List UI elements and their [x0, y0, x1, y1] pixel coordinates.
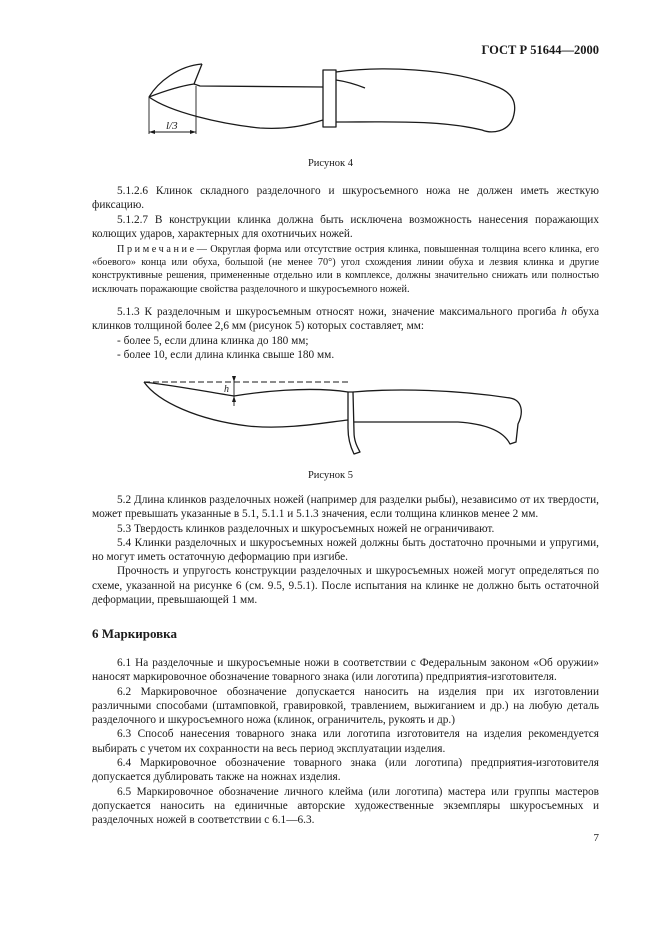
list-item: - более 10, если длина клинка свыше 180 мм. [117, 348, 335, 361]
paragraph-5-1-3-start: 5.1.3 К разделочным и шкуросъемным относят ножи, значение максимального прогиба [117, 306, 562, 318]
list-item: - более 5, если длина клинка до 180 мм; [117, 334, 309, 347]
text-block-5-1-3 [92, 305, 599, 362]
section-6-heading: 6 Маркировка [92, 626, 177, 641]
figure-5-caption: Рисунок 5 [307, 470, 354, 481]
standard-header: ГОСТ Р 51644—2000 [481, 43, 599, 57]
paragraph-6-1: 6.1 На разделочные и шкуросъемные ножи в соответствии с Федеральным законом «Об оружии» наносят маркировочное обозначение товарного знака (или логотипа) предприятия-изготовителя. [92, 657, 599, 684]
note-text: — Округлая форма или отсутствие острия клинка, повышенная толщина всего клинка, его «боевого» конца или обуха, большой (не менее 70°) угол схождения линии обуха и лезвия клинка и другие конструктивные решения, примененные отдельно или в комплексе, должны значительно снижать или полностью исключать поражающие свойства разделочного и шкуросъемного ножей. [92, 244, 599, 295]
figure-5-dimension-label: h [224, 384, 229, 395]
paragraph-5-1-3-end: обуха клинков толщиной более 2,6 мм (рисунок 5) которых составляет, мм: [92, 306, 599, 333]
note-block [92, 243, 599, 296]
paragraph-5-4: 5.4 Клинки разделочных и шкуросъемных ножей должны быть достаточно прочными и упругими, но могут иметь остаточную деформацию при изгибе. [92, 536, 599, 564]
paragraph-6-2: 6.2 Маркировочное обозначение допускается наносить на изделия при их изготовлении различными способами (штамповкой, гравировкой, травлением, выжиганием и др.) на любую деталь разделочного и шкуросъемного ножа (клинок, ограничитель, рукоять и др.) [92, 685, 599, 727]
figure-4-caption: Рисунок 4 [307, 158, 354, 169]
h-symbol: h [561, 306, 567, 318]
paragraph-6-5: 6.5 Маркировочное обозначение личного клейма (или логотипа) мастера или группы мастеров допускается наносить на единичные авторские художественные экземпляры шкуросъемных и разделочных ножей в соответствии с 6.1—6.3. [92, 785, 599, 827]
figure-5-knife-drawing [138, 372, 530, 462]
figure-4-knife-drawing [140, 62, 530, 152]
note-label: Примечание [117, 244, 197, 255]
paragraph-5-1-2-7: 5.1.2.7 В конструкции клинка должна быть исключена возможность нанесения поражающих колющих ударов, характерных для охотничьих ножей. [92, 213, 599, 240]
paragraph-5-3: 5.3 Твердость клинков разделочных и шкуросъемных ножей не ограничивают. [117, 522, 495, 535]
paragraph-strength: Прочность и упругость конструкции разделочных и шкуросъемных ножей могут определяться по схеме, указанной на рисунке 6 (см. 9.5, 9.5.1). После испытания на клинке не должно быть остаточной деформации, превышающей 1 мм. [92, 565, 599, 607]
page-number: 7 [593, 832, 599, 844]
text-block-5-2 [92, 493, 599, 607]
text-block-6 [92, 656, 599, 828]
paragraph-5-1-2-6: 5.1.2.6 Клинок складного разделочного и шкуросъемного ножа не должен иметь жесткую фиксацию. [92, 185, 599, 212]
paragraph-5-2: 5.2 Длина клинков разделочных ножей (например для разделки рыбы), независимо от их твердости, может превышать указанные в 5.1, 5.1.1 и 5.1.3 значения, если толщина клинков менее 2 мм. [92, 494, 599, 521]
text-block-5-1-2 [92, 184, 599, 241]
paragraph-6-4: 6.4 Маркировочное обозначение товарного знака (или логотипа) предприятия-изготовителя допускается дублировать также на ножнах изделия. [92, 757, 599, 784]
figure-4-dimension-label: l/3 [166, 120, 178, 132]
paragraph-6-3: 6.3 Способ нанесения товарного знака или логотипа изготовителя на изделия рекомендуется выбирать с учетом их сохранности на весь период эксплуатации изделия. [92, 728, 599, 755]
